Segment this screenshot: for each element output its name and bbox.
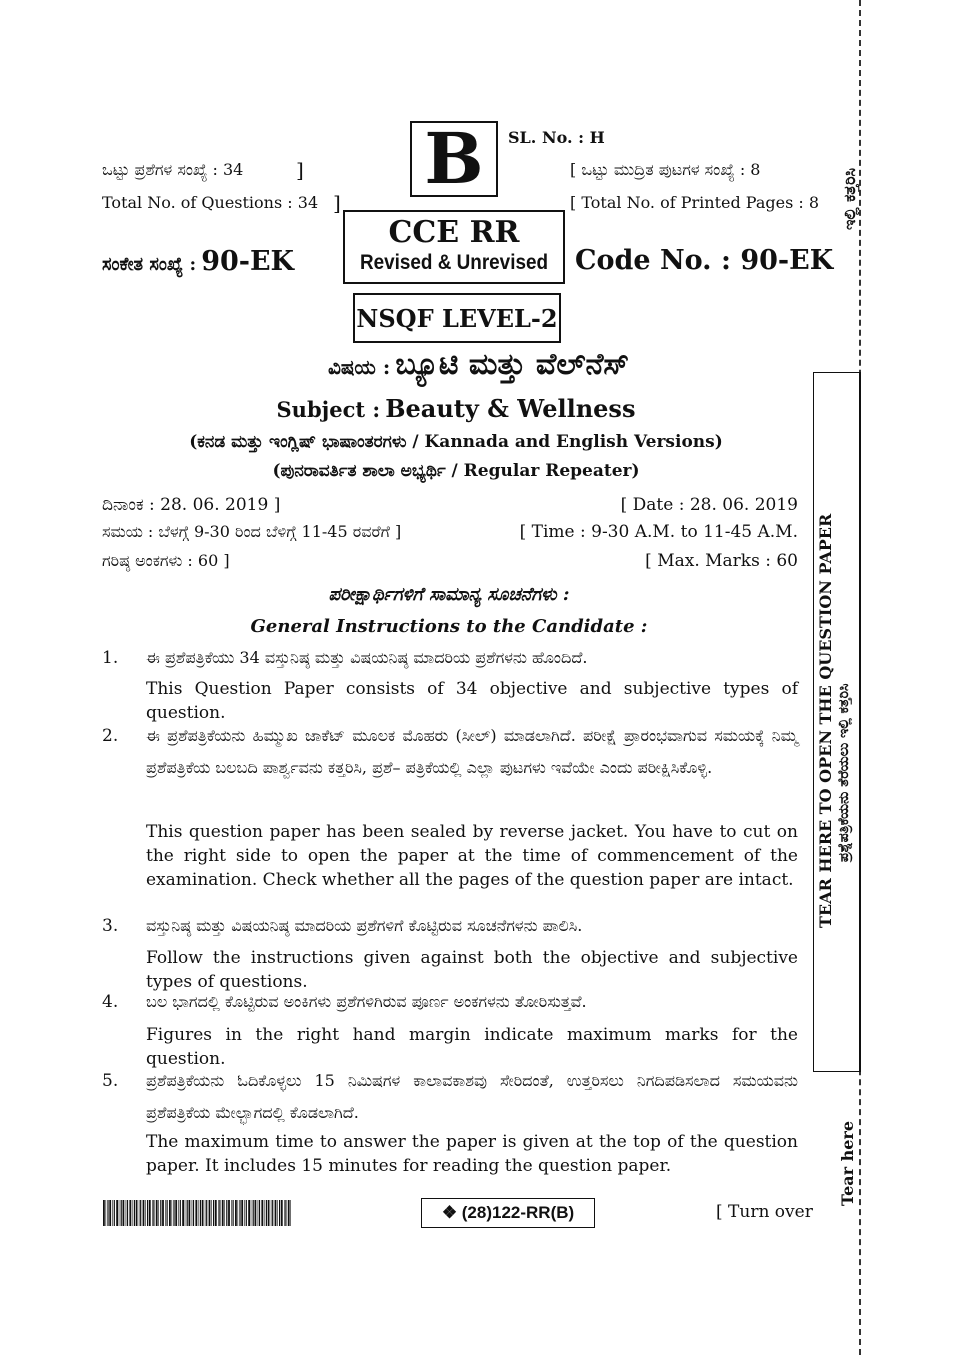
cce-rr-title: CCE RR xyxy=(388,215,520,250)
instruction-3-kn: ವಸ್ತುನಿಷ್ಠ ಮತ್ತು ವಿಷಯನಿಷ್ಠ ಮಾದರಿಯ ಪ್ರಶೆಗಳಿಗೆ ಕೊಟ್ಟಿರುವ ಸೂಚನೆಗಳನು ಪಾಲಿಸಿ. xyxy=(146,916,583,935)
instruction-2-kn: ಈ ಪ್ರಶೆಪತ್ರಿಕೆಯನು ಹಿಮ್ಮುಖ ಜಾಕೆಟ್ ಮೂಲಕ ಮೊಹರು (ಸೀಲ್) ಮಾಡಲಾಗಿದೆ. ಪರೀಕ್ಷೆ ಪ್ರಾರಂಭವಾಗುವ ಸಮಯಕ್ಕೆ ನಿಮ್ಮ ಪ್ರಶೆಪತ್ರಿಕೆಯ ಬಲಬದಿ ಪಾರ್ಶ್ವವನು ಕತ್ತರಿಸಿ, ಪ್ರಶೆ– ಪತ್ರಿಕೆಯಲ್ಲಿ ಎಲ್ಲಾ ಪುಟಗಳು ಇವೆಯೇ ಎಂದು ಪರೀಕ್ಷಿಸಿಕೊಳ್ಳಿ. xyxy=(146,726,798,777)
max-marks-en: [ Max. Marks : 60 xyxy=(645,551,798,571)
subject-kn-label: ವಿಷಯ : xyxy=(327,355,391,379)
instruction-5-kn: ಪ್ರಶೆಪತ್ರಿಕೆಯನು ಓದಿಕೊಳ್ಳಲು 15 ನಿಮಿಷಗಳ ಕಾಲಾವಕಾಶವು ಸೇರಿದಂತೆ, ಉತ್ತರಿಸಲು ನಿಗದಿಪಡಿಸಲಾದ ಸಮಯವನು ಪ್ರಶೆಪತ್ರಿಕೆಯ ಮೇಲ್ಭಾಗದಲ್ಲಿ ಕೊಡಲಾಗಿದೆ. xyxy=(146,1071,798,1122)
nsqf-level-box xyxy=(353,293,561,343)
bracket-right-1: ] xyxy=(296,158,304,182)
total-questions-kn: ಒಟ್ಟು ಪ್ರಶೆಗಳ ಸಂಖ್ಯೆ : 34 xyxy=(102,160,244,179)
instruction-4-en: Figures in the right hand margin indicate maximum marks for the question. xyxy=(146,1025,798,1069)
instruction-1-en: This Question Paper consists of 34 objective and subjective types of question. xyxy=(146,679,798,723)
nsqf-level: NSQF LEVEL-2 xyxy=(356,303,558,333)
date-en: [ Date : 28. 06. 2019 xyxy=(620,495,798,515)
subject-kn-value: ಬ್ಯೂಟಿ ಮತ್ತು ವೆಲ್‌ನೆಸ್ xyxy=(395,347,630,382)
subject-en-label: Subject : xyxy=(276,397,381,422)
instruction-number: 3. xyxy=(102,916,119,936)
tear-here: Tear here xyxy=(838,1120,857,1206)
date-kn: ದಿನಾಂಕ : 28. 06. 2019 ] xyxy=(102,495,281,515)
tear-open-en: TEAR HERE TO OPEN THE QUESTION PAPER xyxy=(816,513,835,928)
paper-code-box xyxy=(421,1198,595,1228)
subject-en-value: Beauty & Wellness xyxy=(385,394,636,423)
code-kn-label: ಸಂಕೇತ ಸಂಖ್ಯೆ : xyxy=(102,254,197,275)
paper-code: ❖ (28)122-RR(B) xyxy=(441,1203,575,1222)
instruction-number: 1. xyxy=(102,648,119,668)
revised-unrevised: Revised & Unrevised xyxy=(359,251,549,274)
instruction-3-en: Follow the instructions given against both the objective and subjective types of questions. xyxy=(146,948,798,992)
tear-box-right-edge xyxy=(859,372,861,1072)
serial-number: SL. No. : H xyxy=(508,128,605,147)
instruction-number: 2. xyxy=(102,726,119,746)
series-letter: B xyxy=(424,117,484,200)
time-kn: ಸಮಯ : ಬೆಳಗ್ಗೆ 9-30 ರಿಂದ ಬೆಳಿಗ್ಗೆ 11-45 ರವರೆಗೆ ] xyxy=(102,522,402,541)
instruction-2-en: This question paper has been sealed by reverse jacket. You have to cut on the right side to open the paper at the time of commencement of the examination. Check whether all the pages of the question paper are intact. xyxy=(146,822,798,890)
printed-pages-en: [ Total No. of Printed Pages : 8 xyxy=(570,193,820,212)
barcode xyxy=(103,1200,293,1226)
code-kn-value: 90-EK xyxy=(201,246,295,277)
code-kn xyxy=(102,246,294,277)
turn-over: [ Turn over xyxy=(716,1202,813,1222)
candidate-type: (ಪುನರಾವರ್ತಿತ ಶಾಲಾ ಅಭ್ಯರ್ಥಿ / Regular Repeater) xyxy=(272,461,640,481)
instruction-1-kn: ಈ ಪ್ರಶೆಪತ್ರಿಕೆಯು 34 ವಸ್ತುನಿಷ್ಠ ಮತ್ತು ವಿಷಯನಿಷ್ಠ ಮಾದರಿಯ ಪ್ರಶೆಗಳನು ಹೊಂದಿದೆ. xyxy=(146,648,588,667)
instructions-title-en: General Instructions to the Candidate : xyxy=(250,616,648,637)
series-letter-box xyxy=(410,117,498,200)
bracket-right-2: ] xyxy=(333,191,341,215)
printed-pages-kn: [ ಒಟ್ಟು ಮುದ್ರಿತ ಪುಟಗಳ ಸಂಖ್ಯೆ : 8 xyxy=(570,160,761,179)
subject-en xyxy=(0,394,912,423)
total-questions-en: Total No. of Questions : 34 xyxy=(102,193,319,212)
code-en: Code No. : 90-EK xyxy=(575,245,834,276)
max-marks-kn: ಗರಿಷ್ಠ ಅಂಕಗಳು : 60 ] xyxy=(102,551,230,570)
instruction-number: 4. xyxy=(102,992,119,1012)
instruction-4-kn: ಬಲ ಭಾಗದಲ್ಲಿ ಕೊಟ್ಟಿರುವ ಅಂಕಿಗಳು ಪ್ರಶೆಗಳಿಗಿರುವ ಪೂರ್ಣ ಅಂಕಗಳನು ತೋರಿಸುತ್ತವೆ. xyxy=(146,992,587,1011)
tear-open-kn: ಪ್ರಶ್ನೆಪತ್ರಿಕೆಯನು ತೆರೆಯಲು ಇಲ್ಲಿ ಕತ್ತರಿಸಿ xyxy=(836,683,852,862)
time-en: [ Time : 9-30 A.M. to 11-45 A.M. xyxy=(519,522,798,542)
cce-rr-box xyxy=(343,210,565,284)
language-versions: (ಕನಡ ಮತ್ತು ಇಂಗ್ಲಿಷ್ ಭಾಷಾಂತರಗಳು / Kannada and English Versions) xyxy=(189,432,723,452)
instruction-5-en: The maximum time to answer the paper is given at the top of the question paper. It includes 15 minutes for reading the question paper. xyxy=(146,1132,798,1176)
tear-kn-top: ಇಲ್ಲಿ ಕತ್ತರಿಸಿ xyxy=(840,167,859,230)
instruction-number: 5. xyxy=(102,1071,119,1091)
instructions-title-kn: ಪರೀಕ್ಷಾರ್ಥಿಗಳಿಗೆ ಸಾಮಾನ್ಯ ಸೂಚನೆಗಳು : xyxy=(328,584,570,605)
